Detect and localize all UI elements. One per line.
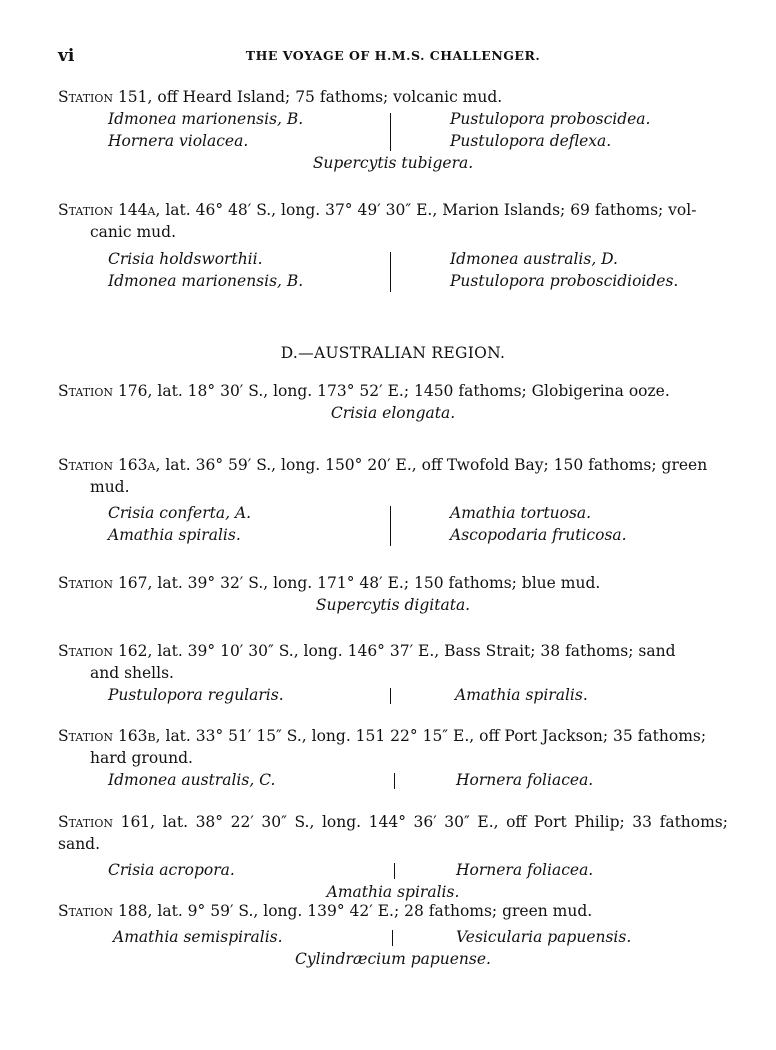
station-188	[58, 900, 728, 970]
species-left: Crisia conferta, A.	[108, 504, 252, 522]
species-left: Pustulopora regularis.	[108, 686, 284, 704]
species-columns	[58, 248, 728, 292]
species-columns	[58, 769, 728, 791]
species-right: Hornera foliacea.	[456, 771, 594, 789]
species-right: Pustulopora proboscidea.	[450, 110, 651, 128]
species-center: Supercytis digitata.	[315, 596, 471, 614]
species-center: Crisia elongata.	[330, 404, 456, 422]
station-details: lat. 39° 32′ S., long. 171° 48′ E.; 150 fathoms; blue mud.	[157, 574, 601, 592]
station-details: lat. 18° 30′ S., long. 173° 52′ E.; 1450 fathoms; Globigerina ooze.	[157, 382, 670, 400]
species-left: Amathia semispiralis.	[113, 928, 283, 946]
page-header	[58, 46, 728, 70]
species-center: Amathia spiralis.	[326, 883, 460, 901]
station-details: lat. 36° 59′ S., long. 150° 20′ E., off Twofold Bay; 150 fathoms; green	[165, 456, 708, 474]
species-center: Supercytis tubigera.	[312, 154, 474, 172]
species-left: Crisia holdsworthii.	[108, 250, 263, 268]
species-columns	[58, 108, 728, 152]
species-columns	[58, 926, 728, 948]
station-label: Station 163b,	[58, 727, 161, 745]
species-right: Pustulopora deflexa.	[450, 132, 612, 150]
station-details-cont: mud.	[90, 478, 130, 496]
station-label: Station 188,	[58, 902, 153, 920]
station-161	[58, 811, 728, 903]
page-number: vi	[58, 46, 75, 66]
station-151	[58, 86, 728, 174]
station-details-cont: canic mud.	[90, 223, 176, 241]
species-left: Idmonea marionensis, B.	[108, 272, 304, 290]
station-144a	[58, 199, 728, 292]
station-label: Station 151,	[58, 88, 153, 106]
species-left: Amathia spiralis.	[108, 526, 241, 544]
station-details: lat. 33° 51′ 15″ S., long. 151 22° 15″ E., off Port Jackson; 35 fathoms;	[165, 727, 707, 745]
species-right: Ascopodaria fruticosa.	[450, 526, 627, 544]
species-right: Idmonea australis, D.	[450, 250, 618, 268]
station-162	[58, 640, 728, 706]
station-details: lat. 39° 10′ 30″ S., long. 146° 37′ E., Bass Strait; 38 fathoms; sand	[157, 642, 676, 660]
station-label: Station 162,	[58, 642, 153, 660]
species-right: Amathia tortuosa.	[450, 504, 592, 522]
station-label: Station 167,	[58, 574, 153, 592]
species-right: Hornera foliacea.	[456, 861, 594, 879]
station-label: Station 176,	[58, 382, 153, 400]
station-label: Station 163a,	[58, 456, 161, 474]
species-center: Cylindræcium papuense.	[295, 950, 491, 968]
station-details: lat. 38° 22′ 30″ S., long. 144° 36′ 30″ E., off Port Philip; 33 fathoms; sand.	[58, 813, 728, 853]
station-163a	[58, 454, 728, 546]
station-label: Station 144a,	[58, 201, 161, 219]
station-label: Station 161,	[58, 813, 156, 831]
species-left: Idmonea marionensis, B.	[108, 110, 304, 128]
species-right: Vesicularia papuensis.	[456, 928, 632, 946]
station-details-cont: hard ground.	[90, 749, 193, 767]
station-details: lat. 46° 48′ S., long. 37° 49′ 30″ E., Marion Islands; 69 fathoms; vol-	[165, 201, 697, 219]
species-right: Pustulopora proboscidioides.	[450, 272, 679, 290]
station-details-cont: and shells.	[90, 664, 174, 682]
species-left: Hornera violacea.	[108, 132, 249, 150]
station-details: off Heard Island; 75 fathoms; volcanic mud.	[157, 88, 503, 106]
species-columns	[58, 859, 728, 881]
species-left: Idmonea australis, C.	[108, 771, 276, 789]
station-167	[58, 572, 728, 616]
station-163b	[58, 725, 728, 791]
station-176	[58, 380, 728, 424]
running-title: THE VOYAGE OF H.M.S. CHALLENGER.	[245, 48, 541, 63]
species-right: Amathia spiralis.	[455, 686, 588, 704]
species-columns	[58, 684, 728, 706]
species-columns	[58, 502, 728, 546]
species-left: Crisia acropora.	[108, 861, 235, 879]
station-details: lat. 9° 59′ S., long. 139° 42′ E.; 28 fathoms; green mud.	[157, 902, 593, 920]
section-heading: D.—AUSTRALIAN REGION.	[280, 344, 506, 362]
